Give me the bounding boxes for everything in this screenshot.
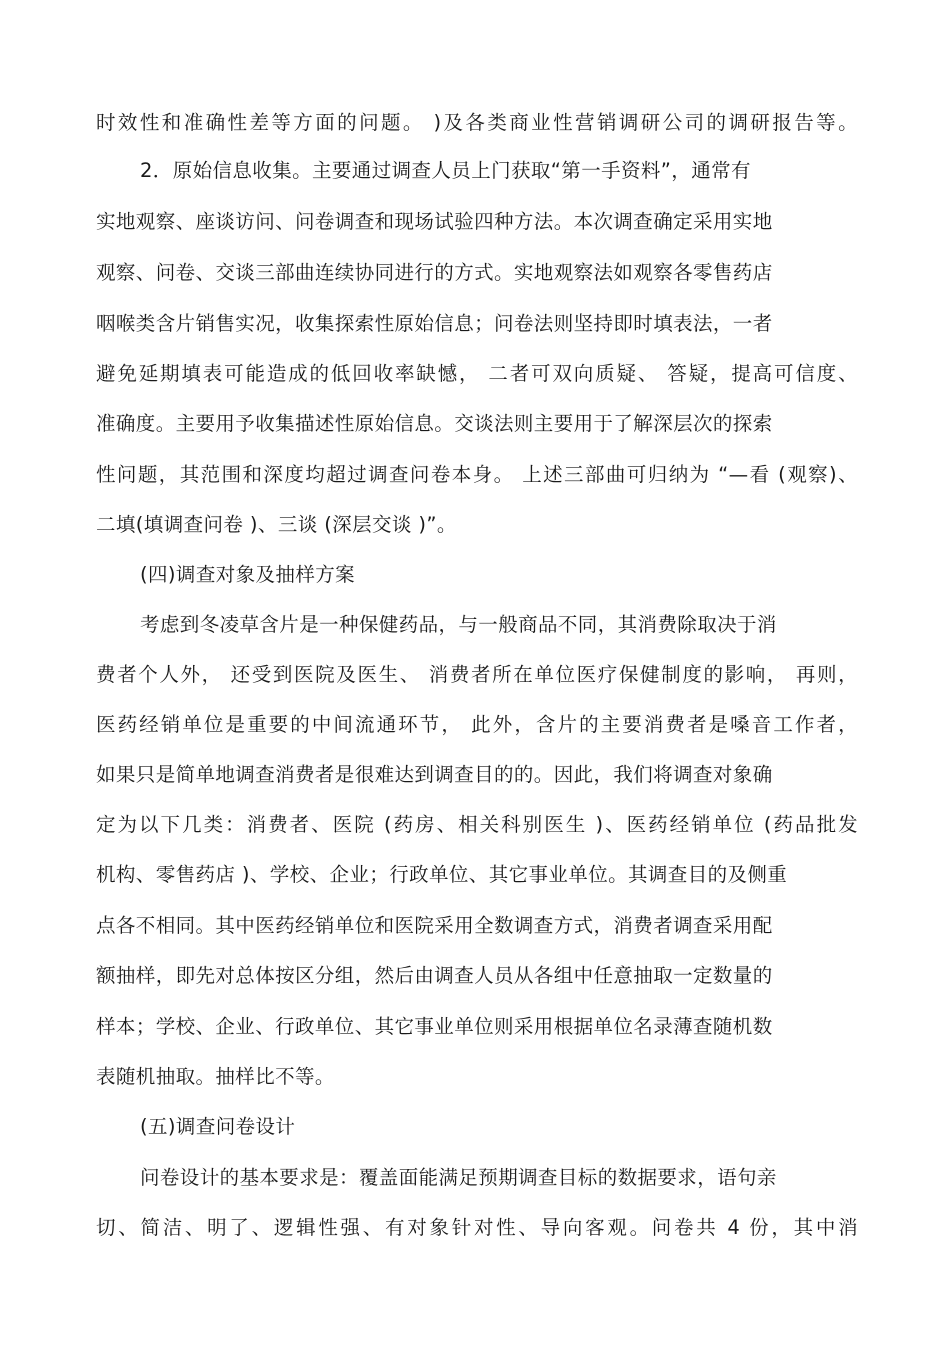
text-line: 性问题，其范围和深度均超过调查问卷本身。 上述三部曲可归纳为 “—看 (观察)、 — [96, 463, 858, 486]
paragraph-heading-primary-info: 2．原始信息收集。主要通过调查人员上门获取“第一手资料”，通常有 — [140, 159, 751, 182]
text-line: 观察、问卷、交谈三部曲连续协同进行的方式。实地观察法如观察各零售药店 — [96, 261, 773, 284]
text-line: 切、简洁、明了、逻辑性强、有对象针对性、导向客观。问卷共 4 份，其中消 — [96, 1216, 858, 1239]
text-line: 医药经销单位是重要的中间流通环节， 此外，含片的主要消费者是嗓音工作者， — [96, 713, 858, 736]
text-line: 费者个人外， 还受到医院及医生、 消费者所在单位医疗保健制度的影响， 再则， — [96, 663, 858, 686]
section-heading-questionnaire-design: (五)调查问卷设计 — [140, 1115, 296, 1138]
text-line: 二填(填调查问卷 )、三谈 (深层交谈 )”。 — [96, 513, 457, 536]
text-line: 考虑到冬凌草含片是一种保健药品，与一般商品不同，其消费除取决于消 — [140, 613, 777, 636]
text-line: 时效性和准确性差等方面的问题。 )及各类商业性营销调研公司的调研报告等。 — [96, 111, 858, 134]
text-line: 实地观察、座谈访问、问卷调查和现场试验四种方法。本次调查确定采用实地 — [96, 210, 773, 233]
text-line: 点各不相同。其中医药经销单位和医院采用全数调查方式，消费者调查采用配 — [96, 914, 773, 937]
text-line: 额抽样，即先对总体按区分组，然后由调查人员从各组中任意抽取一定数量的 — [96, 964, 773, 987]
text-line: 样本；学校、企业、行政单位、其它事业单位则采用根据单位名录薄查随机数 — [96, 1015, 773, 1038]
text-line: 避免延期填表可能造成的低回收率缺憾， 二者可双向质疑、 答疑，提高可信度、 — [96, 362, 858, 385]
text-line: 机构、零售药店 )、学校、企业；行政单位、其它事业单位。其调查目的及侧重 — [96, 863, 788, 886]
text-line: 准确度。主要用予收集描述性原始信息。交谈法则主要用于了解深层次的探索 — [96, 412, 773, 435]
text-line: 表随机抽取。抽样比不等。 — [96, 1065, 335, 1088]
section-heading-survey-targets: (四)调查对象及抽样方案 — [140, 563, 356, 586]
text-line: 问卷设计的基本要求是：覆盖面能满足预期调查目标的数据要求，语句亲 — [140, 1166, 777, 1189]
text-line: 如果只是简单地调查消费者是很难达到调查目的的。因此，我们将调查对象确 — [96, 763, 773, 786]
text-line: 咽喉类含片销售实况，收集探索性原始信息；问卷法则坚持即时填表法，一者 — [96, 312, 773, 335]
text-line: 定为以下几类：消费者、医院 (药房、相关科别医生 )、医药经销单位 (药品批发 — [96, 813, 858, 836]
